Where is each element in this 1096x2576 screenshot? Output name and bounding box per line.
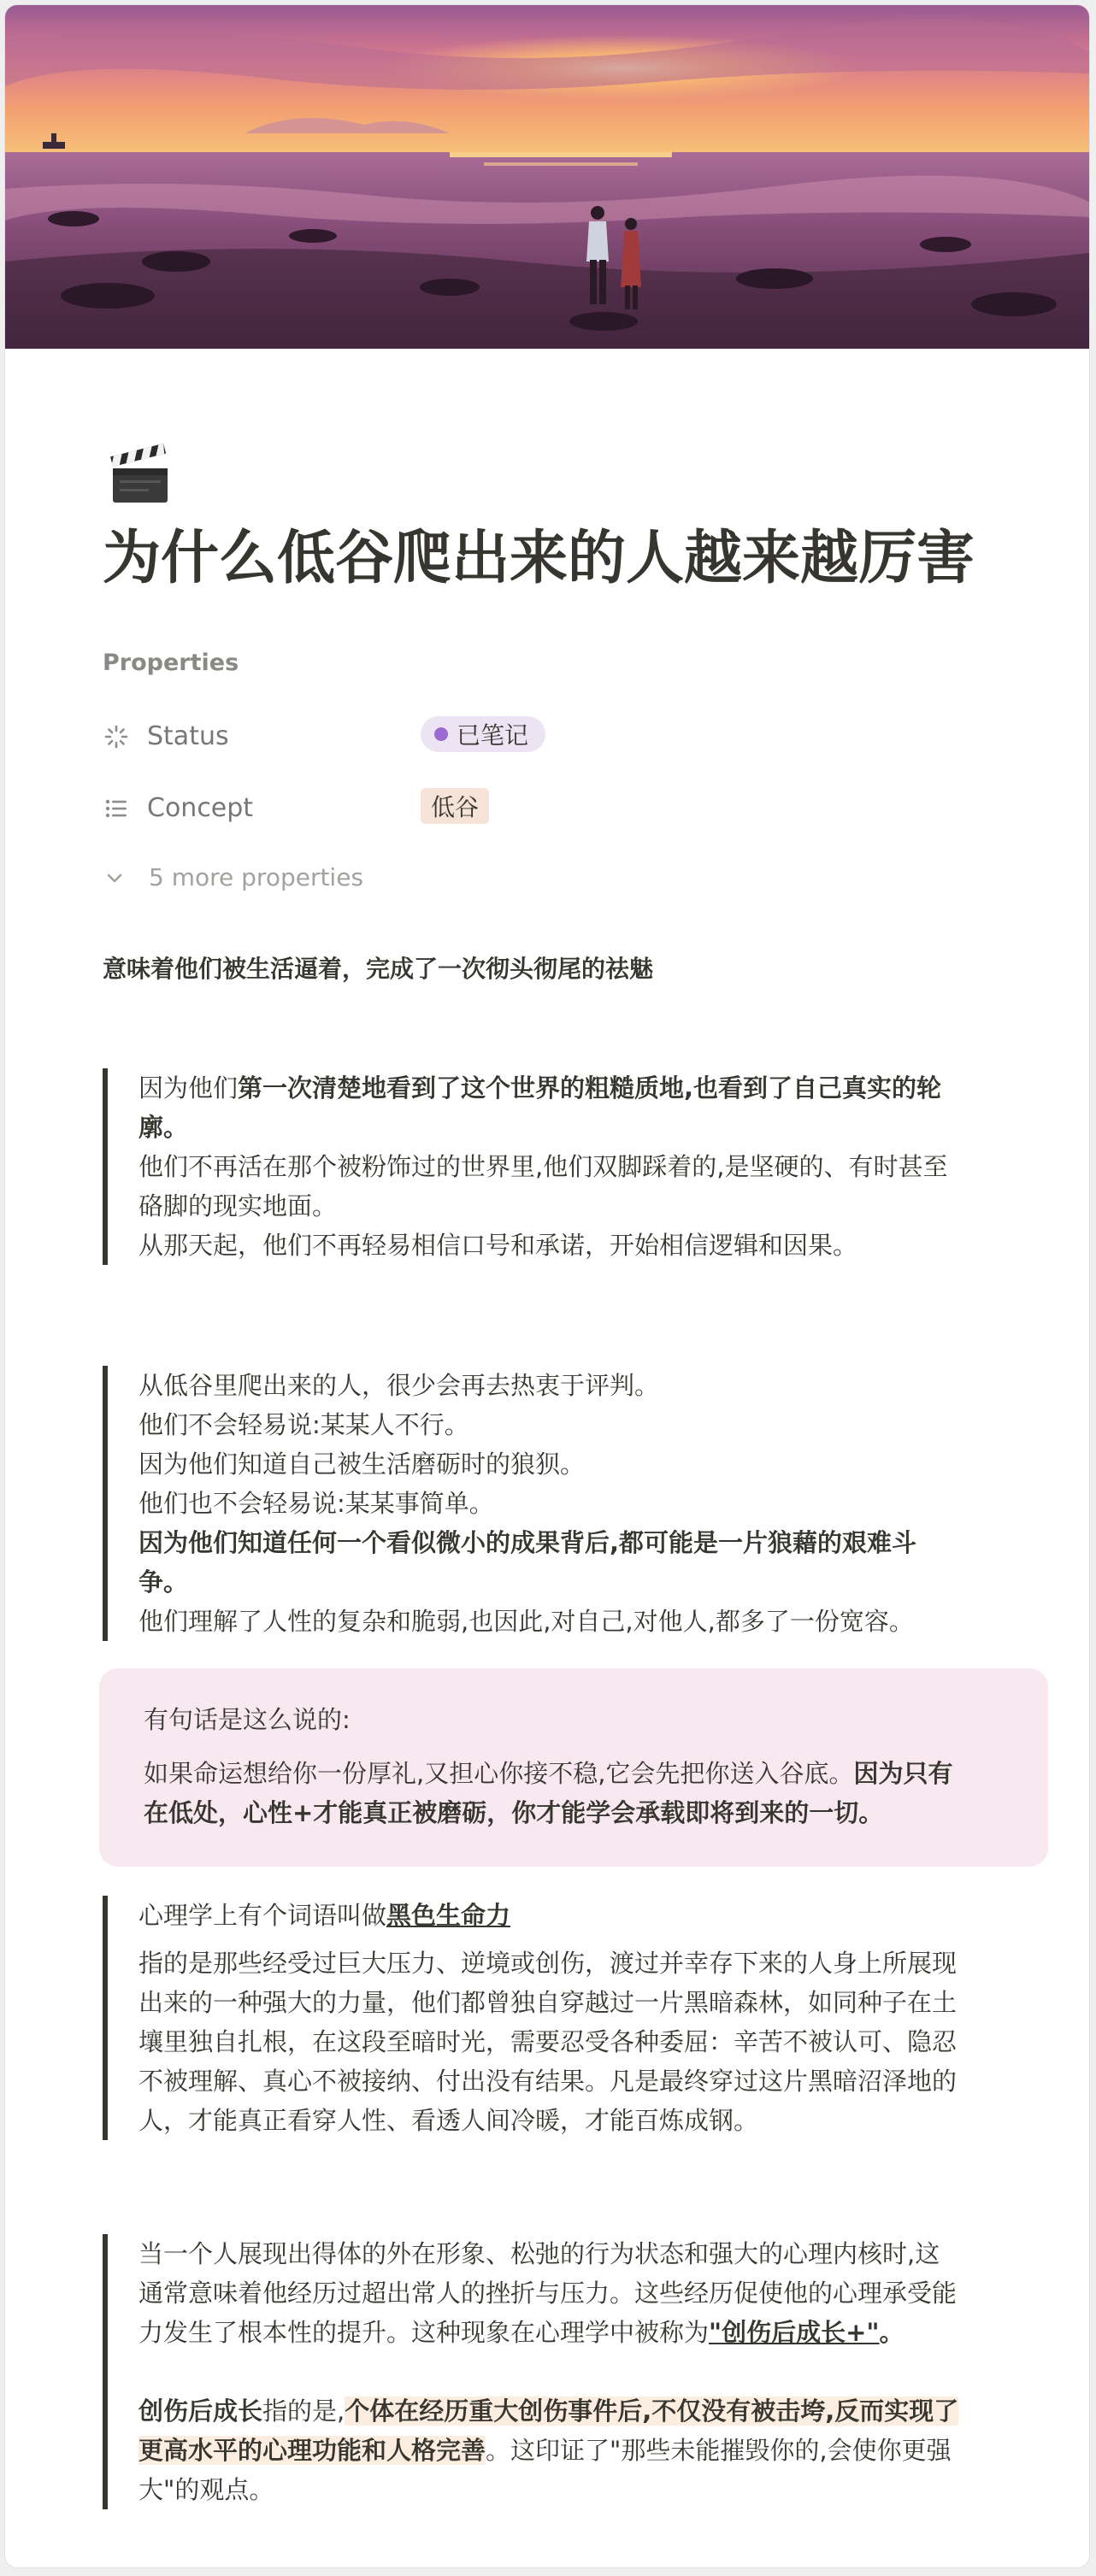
quote-line: 大"的观点。 [138,2475,274,2504]
callout-body: 如果命运想给你一份厚礼,又担心你接不稳,它会先把你送入谷底。因为只有 在低处，心性+才能真正被磨砺，你才能学会承载即将到来的一切。 [144,1759,953,1827]
quote-line: 他们不再活在那个被粉饰过的世界里,他们双脚踩着的,是坚硬的、有时甚至 [138,1152,948,1181]
quote-line: 他们也不会轻易说:某某事简单。 [138,1489,494,1518]
property-name: Concept [147,793,254,823]
quote-line: 因为他们知道任何一个看似微小的成果背后,都可能是一片狼藉的艰难斗 [138,1528,917,1557]
quote-spacer [138,2352,993,2391]
quote-line: 力发生了根本性的提升。这种现象在心理学中被称为"创伤后成长+"。 [138,2318,904,2347]
more-properties-label: 5 more properties [149,863,364,891]
quote-line: 他们理解了人性的复杂和脆弱,也因此,对自己,对他人,都多了一份宽容。 [138,1607,914,1636]
properties-heading: Properties [103,650,239,676]
quote-block-3[interactable] [103,1896,993,2140]
quote-line: 他们不会轻易说:某某人不行。 [138,1410,469,1439]
quote-line: 从低谷里爬出来的人，很少会再去热衷于评判。 [138,1371,660,1400]
quote-line: 心理学上有个词语叫做黑色生命力 [138,1901,511,1930]
quote-line: 硌脚的现实地面。 [138,1191,338,1220]
property-status[interactable] [103,711,992,759]
quote-line: 通常意味着他经历过超出常人的挫折与压力。这些经历促使他的心理承受能 [138,2279,958,2308]
status-label: 已笔记 [457,721,529,750]
quote-block-2[interactable] [103,1366,993,1641]
quote-line: 当一个人展现出得体的外在形象、松弛的行为状态和强大的心理内核时,这 [138,2239,940,2268]
cover-image[interactable] [5,5,1089,349]
property-name: Status [147,721,229,751]
highlight: 更高水平的心理功能和人格完善 [138,2436,486,2465]
callout-title: 有句话是这么说的: [144,1705,351,1734]
quote-line: 争。 [138,1567,189,1597]
status-spinner-icon [103,723,130,750]
quote-line: 廓。 [138,1113,189,1142]
quote-line: 从那天起，他们不再轻易相信口号和承诺，开始相信逻辑和因果。 [138,1231,858,1260]
quote-line: 因为他们知道自己被生活磨砺时的狼狈。 [138,1450,586,1479]
quote-line: 出来的一种强大的力量，他们都曾独自穿越过一片黑暗森林，如同种子在土 [138,1988,958,2017]
list-icon [103,795,130,822]
status-value[interactable] [421,716,545,752]
highlight: 个体在经历重大创伤事件后,不仅没有被击垮,反而实现了 [345,2397,959,2426]
quote-line: 指的是那些经受过巨大压力、逆境或创伤，渡过并幸存下来的人身上所展现 [138,1949,958,1978]
quote-line: 不被理解、真心不被接纳、付出没有结果。凡是最终穿过这片黑暗沼泽地的 [138,2067,958,2096]
concept-tag[interactable]: 低谷 [421,788,489,824]
status-badge[interactable] [421,716,545,752]
concept-value[interactable] [421,788,489,824]
lead-paragraph[interactable]: 意味着他们被生活逼着，完成了一次彻头彻尾的祛魅 [103,955,654,983]
callout-block[interactable] [99,1668,1048,1867]
quote-block-4[interactable] [103,2234,993,2509]
chevron-down-icon [103,867,127,891]
page-card [5,5,1089,2567]
quote-line: 创伤后成长指的是,个体在经历重大创伤事件后,不仅没有被击垮,反而实现了 [138,2397,959,2426]
term-link: 黑色生命力 [386,1901,511,1930]
term-link: "创伤后成长+" [709,2318,880,2347]
property-concept[interactable] [103,783,992,831]
quote-line: 因为他们第一次清楚地看到了这个世界的粗糙质地,也看到了自己真实的轮 [138,1073,942,1103]
quote-block-1[interactable] [103,1068,993,1265]
quote-line: 人，才能真正看穿人性、看透人间冷暖，才能百炼成钢。 [138,2106,759,2135]
quote-line: 壤里独自扎根，在这段至暗时光，需要忍受各种委屈：辛苦不被认可、隐忍 [138,2027,958,2056]
quote-line: 更高水平的心理功能和人格完善。这印证了"那些未能摧毁你的,会使你更强 [138,2436,952,2465]
page-title[interactable]: 为什么低谷爬出来的人越来越厉害 [103,525,975,592]
status-dot [434,727,448,741]
clapperboard-icon[interactable] [106,441,174,509]
